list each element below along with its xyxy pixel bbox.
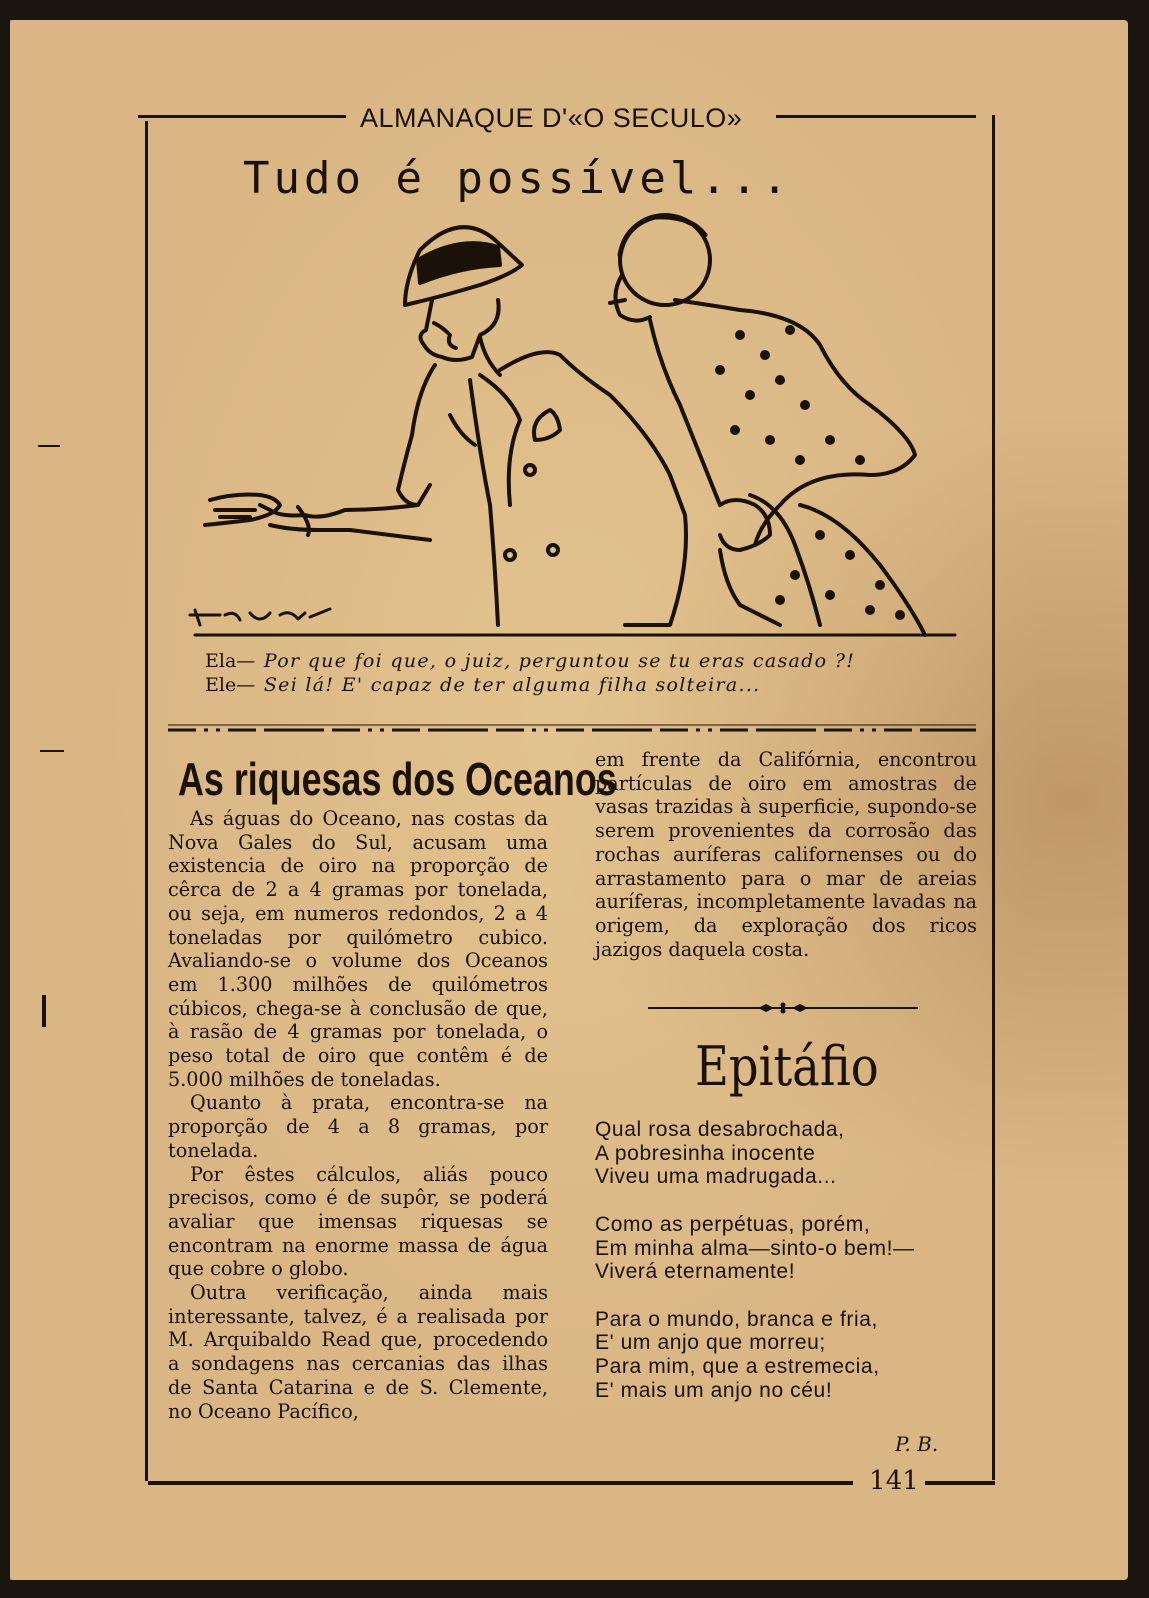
poem-line: E' mais um anjo no céu! bbox=[595, 1378, 833, 1402]
margin-mark bbox=[38, 445, 60, 447]
poem-signature: P. B. bbox=[895, 1432, 939, 1456]
frame-top-right-rule bbox=[776, 115, 976, 118]
pocket bbox=[534, 410, 560, 440]
ornament-divider bbox=[648, 1001, 918, 1015]
caption-speaker: Ela bbox=[205, 650, 237, 672]
caption-speaker: Ele bbox=[205, 674, 237, 696]
poem-line: Para o mundo, branca e fria, bbox=[595, 1307, 878, 1331]
page-number: 141 bbox=[869, 1466, 919, 1496]
poem-stanza bbox=[595, 1308, 985, 1403]
margin-mark bbox=[40, 750, 64, 752]
poem-line: Qual rosa desabrochada, bbox=[595, 1118, 845, 1141]
poem-stanza bbox=[595, 1213, 985, 1284]
frame-bottom-left-rule bbox=[148, 1481, 853, 1485]
caption-text: — Sei lá! E' capaz de ter alguma filha solteira... bbox=[236, 674, 761, 696]
frame-right-rule bbox=[992, 115, 995, 1480]
hat-band bbox=[418, 243, 500, 283]
cartoon-title: Tudo é possível... bbox=[243, 153, 792, 204]
poem-line: A pobresinha inocente bbox=[595, 1141, 816, 1165]
frame-bottom-right-rule bbox=[925, 1481, 995, 1485]
article-paragraph: Outra verificação, ainda mais interessante, talvez, é a realisada por M. Arquibaldo Read que, procedendo a sondagens nas cercanias das ilhas de Santa Catarina e de S. Clemente, no Oceano Pacífico, bbox=[168, 1281, 548, 1423]
caption-line-ele bbox=[205, 674, 965, 696]
poem-line: Para mim, que a estremecia, bbox=[595, 1355, 880, 1378]
poem-line: Viveu uma madrugada... bbox=[595, 1165, 837, 1189]
poem-line: Como as perpétuas, porém, bbox=[595, 1212, 871, 1236]
poem-line: Em minha alma—sinto-o bem!— bbox=[595, 1236, 915, 1260]
article-paragraph: Quanto à prata, encontra-se na proporção de 4 a 8 gramas, por tonelada. bbox=[168, 1091, 548, 1162]
caption-text: — Por que foi que, o juiz, perguntou se tu eras casado ?! bbox=[236, 650, 856, 672]
margin-mark bbox=[42, 995, 46, 1027]
decorative-rule bbox=[168, 724, 976, 734]
man-coat-arm bbox=[398, 365, 435, 505]
poem-stanza bbox=[595, 1118, 985, 1189]
almanac-header-title: ALMANAQUE D'«O SECULO» bbox=[360, 103, 743, 133]
poem-body bbox=[595, 1118, 985, 1426]
article-paragraph: em frente da Califórnia, encontrou partículas de oiro em amostras de vasas trazidas à superficie, supondo-se serem provenientes da corrosão das rochas auríferas californenses ou do arrastamento para o mar de areias auríferas, incompletamente lavadas na origem, da exploração dos ricos jazigos daquela costa. bbox=[595, 748, 977, 961]
cartoon-illustration bbox=[180, 205, 960, 645]
caption-line-ela bbox=[205, 650, 965, 672]
poem-line: Viverá eternamente! bbox=[595, 1260, 796, 1284]
frame-top-left-rule bbox=[138, 115, 346, 118]
article-heading: As riquesas dos Oceanos bbox=[178, 753, 617, 805]
man-extended-arm bbox=[260, 505, 418, 517]
artist-signature bbox=[190, 609, 330, 625]
article-left-column bbox=[168, 807, 548, 1423]
article-paragraph: As águas do Oceano, nas costas da Nova Gales do Sul, acusam uma existencia de oiro na proporção de cêrca de 2 a 4 gramas por tonelada, ou seja, em numeros redondos, 2 a 4 toneladas por quilómetro cubico. Avaliando-se o volume dos Oceanos em 1.300 milhões de quilómetros cúbicos, chega-se à conclusão de que, à rasão de 4 gramas por tonelada, o peso total de oiro que contêm é de 5.000 milhões de toneladas. bbox=[168, 807, 548, 1091]
article-right-column bbox=[595, 748, 977, 961]
article-paragraph: Por êstes cálculos, aliás pouco precisos, como é de supôr, se poderá avaliar que imensas riquesas se encontram na enorme massa de água que cobre o globo. bbox=[168, 1162, 548, 1281]
polka-dots bbox=[715, 325, 905, 620]
poem-title: Epitáfio bbox=[695, 1035, 879, 1098]
poem-line: E' um anjo que morreu; bbox=[595, 1331, 826, 1355]
frame-left-rule bbox=[145, 121, 148, 1481]
